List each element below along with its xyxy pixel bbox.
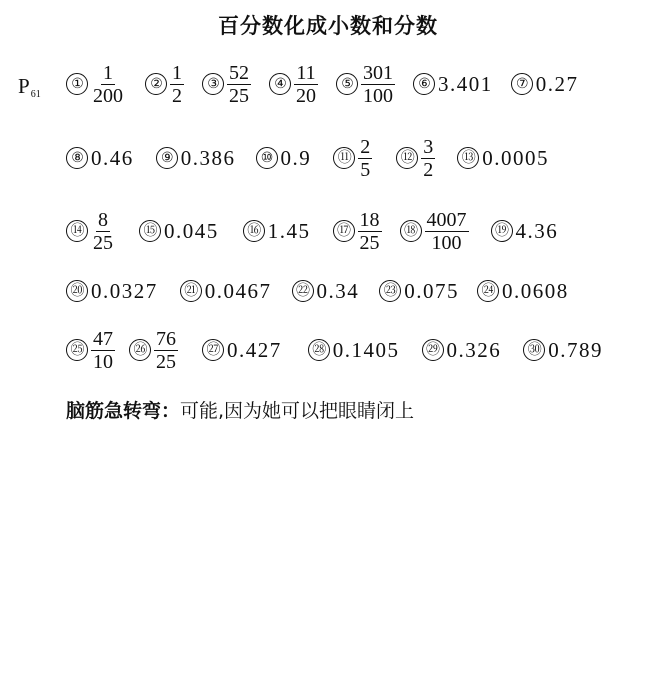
numerator: 18	[359, 208, 380, 231]
denominator: 100	[431, 231, 462, 254]
fraction	[358, 209, 382, 254]
fraction	[91, 62, 125, 107]
item-number: ⑬	[457, 147, 479, 169]
denominator: 25	[359, 231, 380, 254]
page-letter: P	[18, 74, 30, 98]
answer-item	[66, 328, 115, 373]
fraction	[154, 328, 178, 373]
riddle	[66, 396, 414, 423]
denominator: 25	[229, 84, 249, 107]
numerator: 8	[98, 208, 108, 231]
answer-item	[256, 146, 312, 171]
item-number: ①	[66, 73, 88, 95]
answer-item	[66, 62, 125, 107]
answer-item	[336, 62, 395, 107]
item-number: ㉚	[523, 339, 545, 361]
fraction	[358, 136, 372, 181]
answer-item	[396, 136, 435, 181]
answer-item	[333, 209, 382, 254]
answer-item	[333, 136, 372, 181]
answer-item	[66, 209, 115, 254]
item-number: ④	[269, 73, 291, 95]
item-number: ⑭	[66, 220, 88, 242]
item-number: ㉒	[292, 280, 314, 302]
answer-item	[379, 279, 459, 304]
decimal-value: 0.0608	[502, 278, 569, 303]
item-number: ⑰	[333, 220, 355, 242]
answer-item	[308, 338, 400, 363]
item-number: ⑪	[333, 147, 355, 169]
denominator: 20	[296, 84, 316, 107]
item-number: ㉕	[66, 339, 88, 361]
decimal-value: 0.9	[280, 145, 312, 170]
item-number: ⑮	[139, 220, 161, 242]
item-number: ⑤	[336, 73, 358, 95]
answer-item	[422, 338, 502, 363]
item-number: ②	[145, 73, 167, 95]
decimal-value: 0.0467	[204, 278, 272, 303]
decimal-value: 0.0005	[482, 145, 549, 170]
answer-item	[511, 72, 579, 97]
item-number: ⑱	[400, 220, 422, 242]
fraction	[425, 209, 469, 254]
numerator: 76	[156, 327, 176, 350]
answer-row-5	[66, 326, 603, 374]
item-number: ㉓	[379, 280, 401, 302]
answer-item	[202, 338, 282, 363]
denominator: 10	[93, 350, 113, 373]
denominator: 200	[93, 84, 123, 107]
decimal-value: 0.386	[180, 145, 236, 170]
numerator: 4007	[426, 208, 467, 231]
decimal-value: 0.326	[446, 337, 502, 362]
numerator: 1	[103, 61, 113, 84]
decimal-value: 3.401	[438, 71, 493, 96]
item-number: ⑦	[511, 73, 533, 95]
decimal-value: 0.789	[548, 337, 603, 362]
item-number: ㉘	[308, 339, 330, 361]
answer-item	[66, 279, 158, 304]
answer-item	[202, 62, 251, 107]
denominator: 2	[172, 84, 182, 107]
fraction	[227, 62, 251, 107]
answer-item	[292, 279, 360, 304]
numerator: 47	[93, 327, 113, 350]
denominator: 25	[93, 231, 113, 254]
riddle-answer: 可能,因为她可以把眼睛闭上	[180, 400, 415, 422]
item-number: ㉑	[180, 280, 202, 302]
page-title: 百分数化成小数和分数	[218, 14, 438, 38]
decimal-value: 0.045	[164, 218, 219, 243]
answer-item	[477, 279, 569, 304]
answer-row-4	[66, 267, 569, 315]
decimal-value: 0.34	[316, 278, 360, 303]
item-number: ㉙	[422, 339, 444, 361]
answer-item	[139, 219, 219, 244]
answer-item	[523, 338, 603, 363]
answer-item	[457, 146, 549, 171]
item-number: ⑥	[413, 73, 435, 95]
fraction	[91, 328, 115, 373]
decimal-value: 0.1405	[332, 337, 400, 362]
decimal-value: 0.0327	[91, 278, 158, 303]
answer-item	[491, 219, 559, 244]
numerator: 52	[229, 61, 249, 84]
item-number: ㉗	[202, 339, 224, 361]
answer-item	[180, 279, 272, 304]
page-number-sub: 61	[30, 89, 41, 100]
numerator: 2	[360, 135, 371, 158]
riddle-label: 脑筋急转弯：	[66, 400, 181, 422]
decimal-value: 0.27	[535, 71, 579, 96]
answer-item	[156, 146, 236, 171]
item-number: ③	[202, 73, 224, 95]
denominator: 100	[363, 84, 393, 107]
answer-item	[243, 219, 311, 244]
answer-item	[129, 328, 178, 373]
item-number: ⑲	[491, 220, 513, 242]
item-number: ⑫	[396, 147, 418, 169]
denominator: 25	[156, 350, 176, 373]
fraction	[361, 62, 395, 107]
decimal-value: 4.36	[515, 218, 559, 243]
numerator: 11	[296, 61, 316, 84]
numerator: 301	[363, 61, 393, 84]
item-number: ㉖	[129, 339, 151, 361]
item-number: ⑳	[66, 280, 88, 302]
fraction	[294, 62, 318, 107]
decimal-value: 0.46	[91, 145, 134, 170]
answer-row-1	[66, 60, 579, 108]
fraction	[421, 136, 435, 181]
numerator: 1	[172, 61, 182, 84]
denominator: 5	[360, 158, 371, 181]
answer-item	[400, 209, 469, 254]
item-number: ⑯	[243, 220, 265, 242]
answer-item	[145, 62, 184, 107]
item-number: ⑨	[156, 147, 178, 169]
item-number: ㉔	[477, 280, 499, 302]
answer-row-2	[66, 134, 549, 182]
answer-item	[66, 146, 134, 171]
decimal-value: 1.45	[267, 218, 311, 243]
fraction	[170, 62, 184, 107]
denominator: 2	[423, 158, 434, 181]
answer-row-3	[66, 207, 558, 255]
item-number: ⑩	[256, 147, 278, 169]
answer-item	[413, 72, 493, 97]
answer-item	[269, 62, 318, 107]
item-number: ⑧	[66, 147, 88, 169]
numerator: 3	[423, 135, 434, 158]
decimal-value: 0.427	[227, 337, 282, 362]
fraction	[91, 209, 115, 254]
decimal-value: 0.075	[404, 278, 459, 303]
page-number	[18, 74, 41, 100]
